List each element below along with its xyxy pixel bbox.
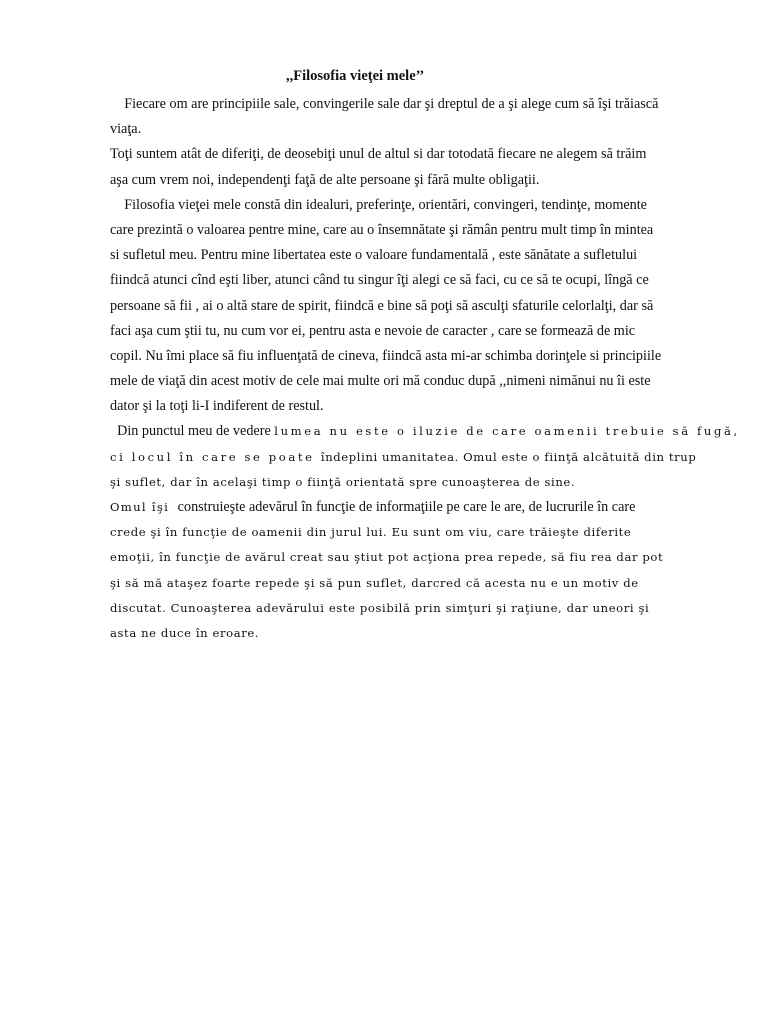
text-line: şi suflet, dar în acelaşi timp o fiinţă orientată spre cunoaşterea de sine. [110, 474, 576, 489]
text-line: mele de viaţă din acest motiv de cele mai multe ori mă conduc după ,,nimeni nimănui nu îi este [110, 373, 651, 390]
text-run: Omul îşi [110, 500, 175, 514]
text-line: emoţii, în funcţie de avărul creat sau ştiut pot acţiona prea repede, să fiu rea dar pot [110, 550, 664, 565]
text-line: copil. Nu îmi place să fiu influenţată de cineva, fiindcă asta mi-ar schimba dorinţele si principiile [110, 347, 662, 364]
text-run: construieşte adevărul în funcţie de informaţiile pe care le are, de lucrurile în care [174, 499, 636, 515]
text-line: aşa cum vrem noi, independenţi faţă de alte persoane şi fără multe obligaţii. [110, 171, 540, 188]
text-line: care prezintă o valoarea pentre mine, care au o însemnătate şi rămân pentru mult timp în mintea [110, 221, 654, 238]
text-line: Filosofia vieţei mele constă din idealuri, preferinţe, orientări, convingeri, tendinţe, momente [110, 196, 647, 213]
text-run: Din punctul meu de vedere [110, 423, 275, 440]
text-line: viaţa. [110, 121, 142, 138]
text-line: dator şi la toţi li-I indiferent de restul. [110, 398, 324, 415]
text-line: Fiecare om are principiile sale, convingerile sale dar şi dreptul de a şi alege cum să îşi trăiască [110, 96, 659, 112]
text-run: lumea nu este o iluzie de care oamenii trebuie să fugă, [274, 424, 740, 439]
text-line: persoane să fii , ai o altă stare de spirit, fiindcă e bine să poţi să asculţi sfaturile celorlalţi, dar să [110, 297, 654, 314]
text-line: faci aşa cum ştii tu, nu cum vor ei, pentru asta e nevoie de caracter , care se formează de mic [110, 322, 636, 339]
text-line: crede şi în funcţie de oamenii din jurul lui. Eu sunt om viu, care trăieşte diferite [110, 525, 632, 540]
text-line: şi să mă ataşez foarte repede şi să pun suflet, darcred că acesta nu e un motiv de [110, 575, 639, 590]
text-run: ci [110, 449, 132, 464]
text-line: asta ne duce în eroare. [110, 625, 260, 640]
text-line: Toţi suntem atât de diferiţi, de deosebiţi unul de altul si dar totodată fiecare ne alegem să trăim [110, 146, 647, 163]
text-line: si sufletul meu. Pentru mine libertatea este o valoare fundamentală , este sănătate a sufletului [110, 247, 638, 264]
text-run: locul în care se poate [131, 449, 321, 464]
text-line [110, 495, 710, 520]
text-run: îndeplini umanitatea. Omul este o fiinţă alcătuită din trup [320, 449, 697, 464]
text-line [110, 419, 740, 444]
text-line: fiindcă atunci cînd eşti liber, atunci când tu singur îţi alegi ce să faci, cu ce să te ocupi, lîngă ce [110, 272, 649, 289]
text-line: discutat. Cunoaşterea adevărului este posibilă prin simţuri şi raţiune, dar uneori şi [110, 600, 650, 615]
text-line [110, 445, 710, 470]
document-body [110, 92, 740, 646]
document-title: ,,Filosofia vieţei mele’’ [286, 68, 425, 84]
